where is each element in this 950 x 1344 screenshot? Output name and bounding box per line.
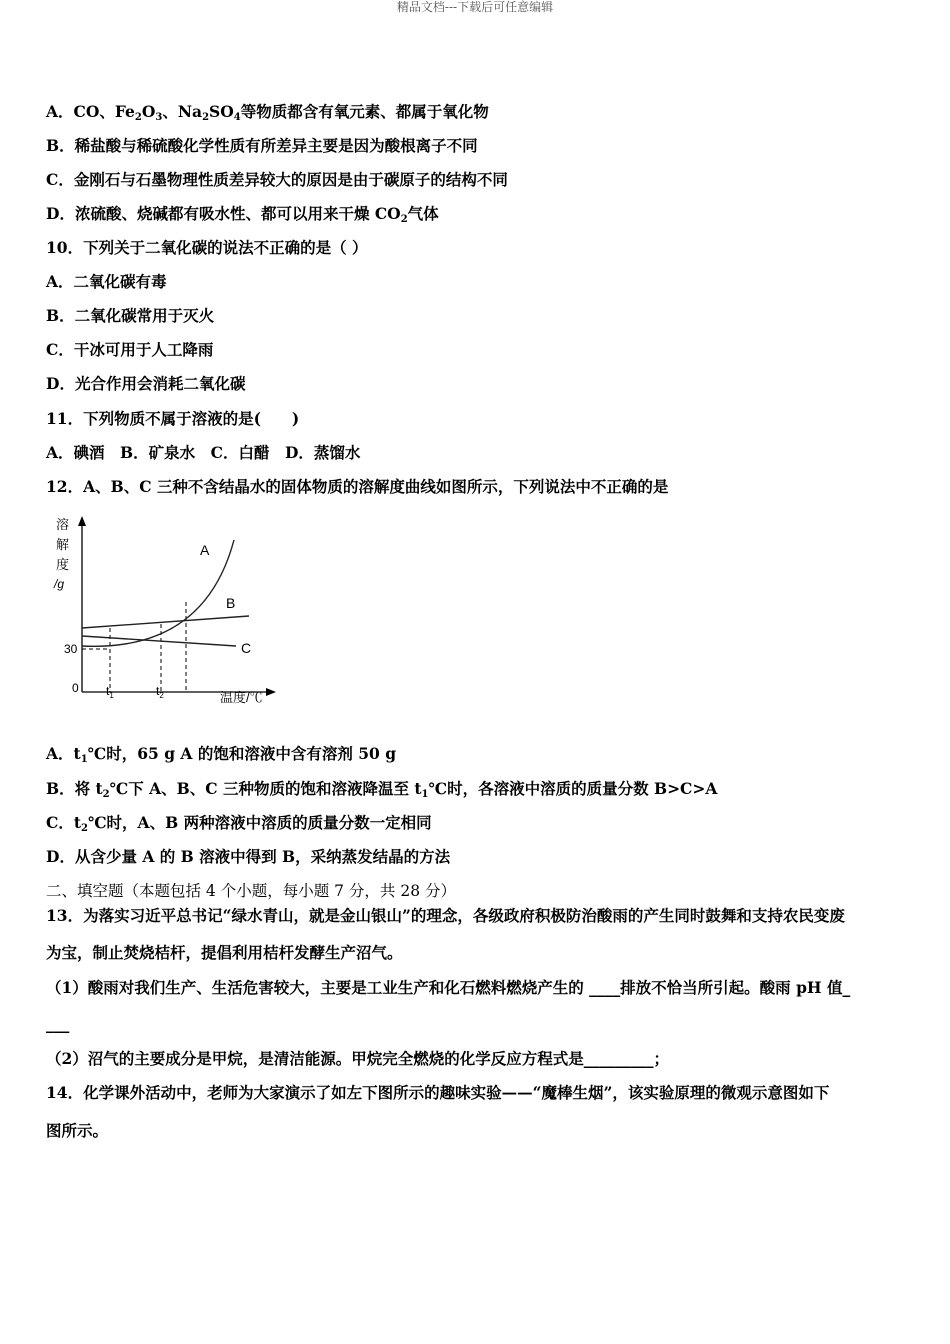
page-header: 精品文档---下载后可任意编辑 (396, 0, 554, 14)
q13-part2: （2）沼气的主要成分是甲烷，是清洁能源。甲烷完全燃烧的化学反应方程式是_________； (46, 1049, 670, 1068)
q13-stem-line2: 为宝，制止焚烧桔杆，提倡利用桔杆发酵生产沼气。 (46, 943, 403, 962)
x-tick-t2 (156, 684, 164, 700)
origin-label: 0 (72, 681, 79, 695)
q13-part1-line1: （1）酸雨对我们生产、生活危害较大，主要是工业生产和化石燃料燃烧产生的 ____排放不恰当所引起。酸雨 pH 值_ (46, 978, 851, 997)
x-axis-label: 温度/℃ (220, 690, 263, 705)
q9-option-d: D．浓硫酸、烧碱都有吸水性、都可以用来干燥 $CO_2$气体 (46, 204, 439, 225)
q9-option-a: A．CO、$Fe_2O_3$、$Na_2SO_4$等物质都含有氧元素、都属于氧化物 (46, 102, 489, 123)
curve-a-label: A (200, 542, 210, 558)
q12-option-c: C．$t_2℃$时，A、B 两种溶液中溶质的质量分数一定相同 (46, 813, 432, 834)
curve-c (82, 636, 236, 646)
x-tick-t1-main: t (106, 684, 110, 698)
q10-option-c: C．干冰可用于人工降雨 (46, 340, 214, 359)
q12-option-a: A．$t_1℃$时，65 g A 的饱和溶液中含有溶剂 50 g (46, 744, 397, 765)
q9-option-c: C．金刚石与石墨物理性质差异较大的原因是由于碳原子的结构不同 (46, 170, 508, 189)
q12-stem: 12．A、B、C 三种不含结晶水的固体物质的溶解度曲线如图所示，下列说法中不正确的是 (46, 477, 669, 496)
y-label-char: 解 (56, 537, 70, 552)
q10-stem: 10．下列关于二氧化碳的说法不正确的是（ ） (46, 238, 368, 257)
y-tick-label: 30 (64, 642, 78, 656)
y-label-char: /g (54, 577, 65, 591)
section-title: 二、填空题（本题包括 4 个小题，每小题 7 分，共 28 分） (46, 882, 457, 900)
x-tick-t1-sub: 1 (109, 691, 114, 700)
q12-option-d: D．从含少量 A 的 B 溶液中得到 B，采纳蒸发结晶的方法 (46, 847, 451, 866)
curve-c-label: C (241, 640, 252, 656)
y-label-char: 溶 (56, 517, 70, 532)
curve-b-label: B (226, 595, 236, 611)
q11-stem: 11．下列物质不属于溶液的是( ) (46, 409, 300, 428)
y-axis-arrow (78, 516, 86, 526)
q14-stem-line2: 图所示。 (46, 1121, 109, 1140)
q10-option-a: A．二氧化碳有毒 (46, 272, 167, 291)
solubility-chart (44, 512, 284, 716)
q13-stem-line1: 13．为落实习近平总书记“绿水青山，就是金山银山”的理念，各级政府积极防治酸雨的产生同时鼓舞和支持农民变废 (46, 906, 845, 925)
solubility-chart-svg (44, 512, 284, 712)
q11-options: A．碘酒 B．矿泉水 C．白醋 D．蒸馏水 (46, 443, 361, 462)
x-axis-arrow (266, 688, 276, 696)
y-label-char: 度 (56, 557, 70, 572)
x-tick-t2-sub: 2 (159, 691, 164, 700)
q10-option-b: B．二氧化碳常用于灭火 (46, 306, 215, 325)
x-tick-t2-main: t (156, 684, 160, 698)
curve-a (82, 540, 234, 646)
q12-option-b: B．将 $t_2℃$下 A、B、C 三种物质的饱和溶液降温至 $t_1℃$时，各溶液中溶质的质量分数 B>C>A (46, 779, 718, 800)
curve-b (82, 616, 249, 628)
q14-stem-line1: 14．化学课外活动中，老师为大家演示了如左下图所示的趣味实验——“魔棒生烟”，该实验原理的微观示意图如下 (46, 1083, 830, 1102)
q9-option-b: B．稀盐酸与稀硫酸化学性质有所差异主要是因为酸根离子不同 (46, 136, 478, 155)
q10-option-d: D．光合作用会消耗二氧化碳 (46, 374, 246, 393)
q13-part1-line2: ___ (46, 1014, 70, 1033)
